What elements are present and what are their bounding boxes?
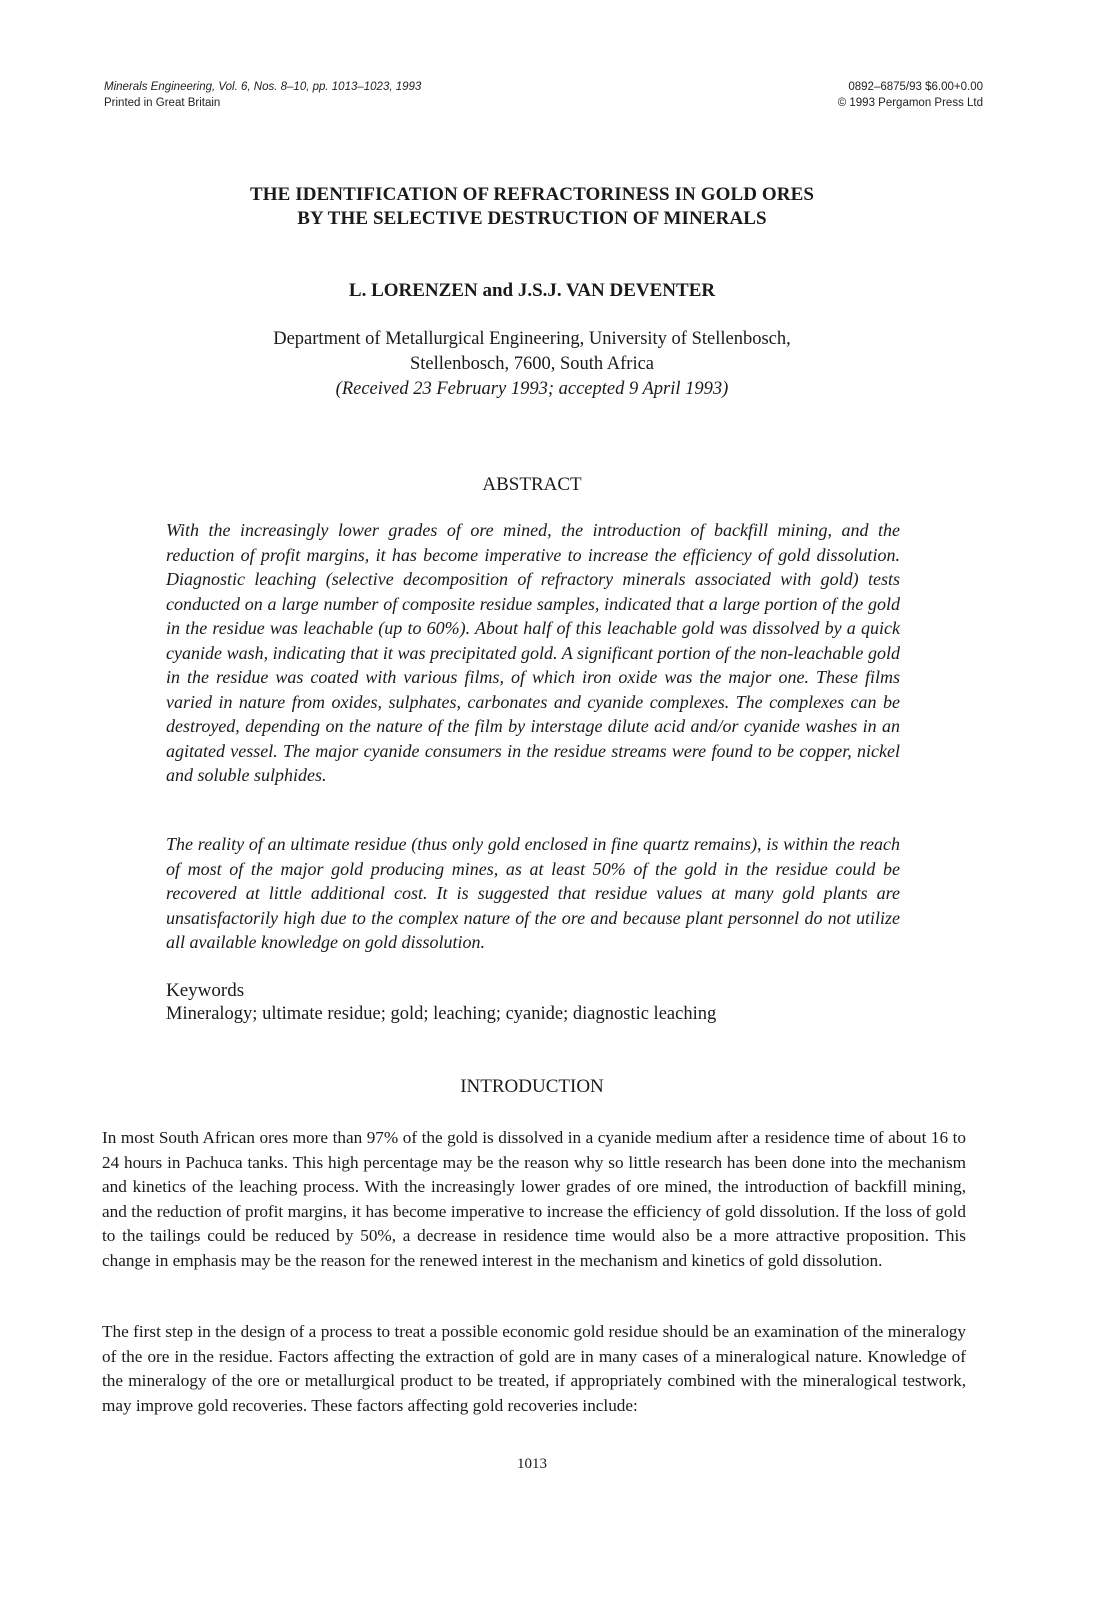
introduction-heading: INTRODUCTION <box>460 1076 604 1097</box>
copyright-notice: © 1993 Pergamon Press Ltd <box>837 97 983 109</box>
issn-price: 0892–6875/93 $6.00+0.00 <box>848 81 983 93</box>
introduction-paragraph-1: In most South African ores more than 97% of the gold is dissolved in a cyanide medium after a residence time of about 16 to 24 hours in Pachuca tanks. This high percentage may be the reason why so little research has been done into the mechanism and kinetics of the leaching process. With the increasingly lower grades of ore mined, the introduction of backfill mining, and the reduction of profit margins, it has become imperative to increase the efficiency of gold dissolution. If the loss of gold to the tailings could be reduced by 50%, a decrease in residence time would also be a more attractive proposition. This change in emphasis may be the reason for the renewed interest in the mechanism and kinetics of gold dissolution. <box>102 1128 966 1270</box>
received-dates: (Received 23 February 1993; accepted 9 April 1993) <box>335 379 729 399</box>
abstract-paragraph-2: The reality of an ultimate residue (thus only gold enclosed in fine quartz remains), is within the reach of most of the major gold producing mines, as at least 50% of the gold in the residue could be recovered at little additional cost. It is suggested that residue values at many gold plants are unsatisfactorily high due to the complex nature of the ore and because plant personnel do not utilize all available knowledge on gold dissolution. <box>166 834 900 952</box>
title-line-1: THE IDENTIFICATION OF REFRACTORINESS IN GOLD ORES <box>249 184 815 205</box>
abstract-heading: ABSTRACT <box>482 474 582 495</box>
authors: L. LORENZEN and J.S.J. VAN DEVENTER <box>348 280 716 301</box>
page-number: 1013 <box>517 1456 547 1472</box>
introduction-paragraph-2: The first step in the design of a process to treat a possible economic gold residue should be an examination of the mineralogy of the ore in the residue. Factors affecting the extraction of gold are in many cases of a mineralogical nature. Knowledge of the mineralogy of the ore or metallurgical product to be treated, if appropriately combined with the mineralogical testwork, may improve gold recoveries. These factors affecting gold recoveries include: <box>102 1322 966 1415</box>
keywords-list: Mineralogy; ultimate residue; gold; leaching; cyanide; diagnostic leaching <box>166 1004 717 1024</box>
journal-citation: Minerals Engineering, Vol. 6, Nos. 8–10, pp. 1013–1023, 1993 <box>104 81 422 93</box>
title-line-2: BY THE SELECTIVE DESTRUCTION OF MINERALS <box>297 208 767 229</box>
publisher-header <box>838 79 983 111</box>
affiliation-line-2: Stellenbosch, 7600, South Africa <box>409 354 655 374</box>
affiliation <box>0 327 1064 402</box>
keywords-heading: Keywords <box>166 980 245 1001</box>
affiliation-line-1: Department of Metallurgical Engineering, University of Stellenbosch, <box>273 329 791 349</box>
article-title <box>0 183 1064 231</box>
abstract-paragraph-1: With the increasingly lower grades of ore mined, the introduction of backfill mining, and the reduction of profit margins, it has become imperative to increase the efficiency of gold dissolution. Diagnostic leaching (selective decomposition of refractory minerals associated with gold) tests conducted on a large number of composite residue samples, indicated that a large portion of the gold in the residue was leachable (up to 60%). About half of this leachable gold was dissolved by a quick cyanide wash, indicating that it was precipitated gold. A significant portion of the non-leachable gold in the residue was coated with various films, of which iron oxide was the major one. These films varied in nature from oxides, sulphates, carbonates and cyanide complexes. The complexes can be destroyed, depending on the nature of the film by interstage dilute acid and/or cyanide washes in an agitated vessel. The major cyanide consumers in the residue streams were found to be copper, nickel and soluble sulphides. <box>166 520 900 785</box>
journal-header <box>104 79 421 111</box>
printed-location: Printed in Great Britain <box>104 97 221 109</box>
